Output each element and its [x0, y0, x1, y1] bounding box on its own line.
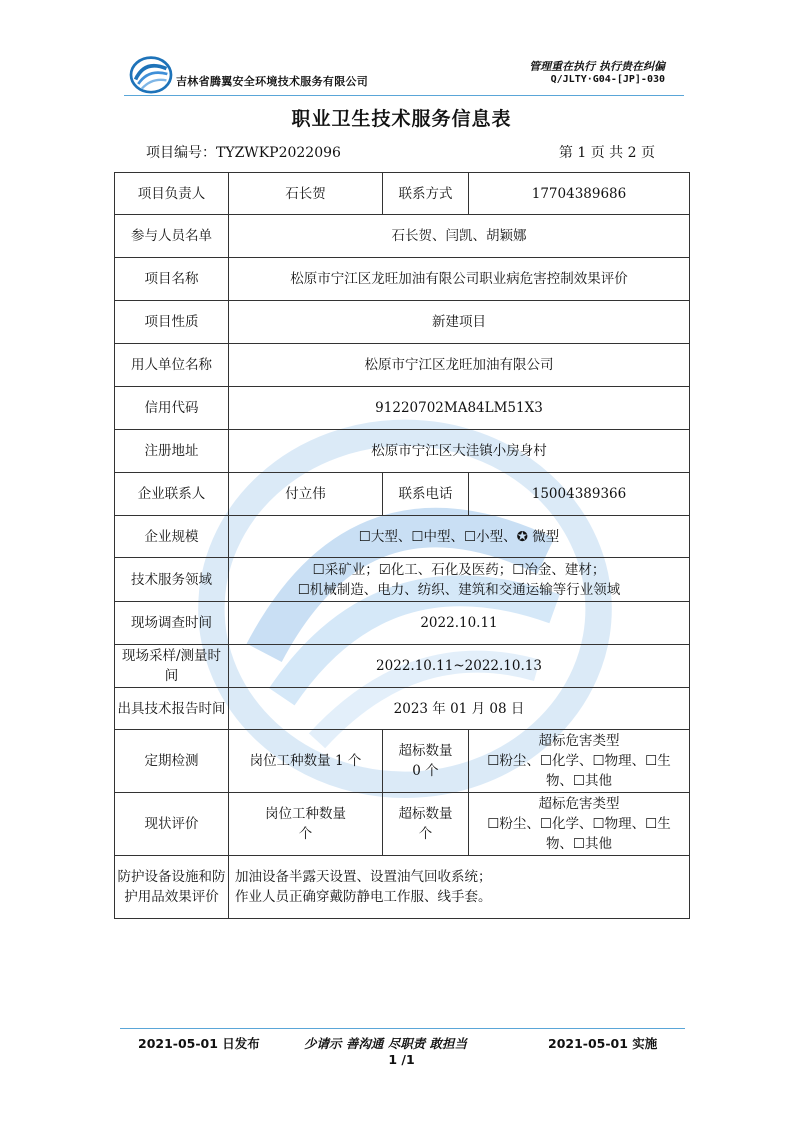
credit-code-value: 91220702MA84LM51X3: [229, 387, 690, 430]
protection-line-1: 加油设备半露天设置、设置油气回收系统；: [235, 869, 492, 885]
members-label: 参与人员名单: [115, 215, 229, 258]
table-row: [115, 387, 690, 430]
leader-value: 石长贺: [229, 173, 383, 215]
protection-line-2: 作业人员正确穿戴防静电工作服、线手套。: [235, 889, 492, 905]
project-name-label: 项目名称: [115, 258, 229, 301]
footer-divider: [120, 1028, 685, 1029]
table-row: [115, 215, 690, 258]
footer-page-number: 1 /1: [388, 1052, 415, 1067]
status-hazard-title: 超标危害类型: [538, 796, 620, 812]
issue-date: 2021-05-01 日发布: [138, 1036, 260, 1051]
table-row: [115, 793, 690, 856]
project-name-value: 松原市宁江区龙旺加油有限公司职业病危害控制效果评价: [229, 258, 690, 301]
header-slogan: 管理重在执行 执行贵在纠偏: [529, 60, 665, 73]
corp-contact-value: 付立伟: [229, 473, 383, 516]
table-row: [115, 730, 690, 793]
protection-eval-label: 防护设备设施和防护用品效果评价: [115, 856, 229, 919]
company-name: 吉林省腾翼安全环境技术服务有限公司: [176, 75, 369, 88]
table-row: [115, 602, 690, 645]
status-posts-label: 岗位工种数量: [265, 806, 346, 822]
contact-label: 联系方式: [383, 173, 469, 215]
report-time-label: 出具技术报告时间: [115, 688, 229, 730]
header-divider: [124, 95, 684, 96]
status-exceed-value: 个: [418, 826, 433, 842]
periodic-test-label: 定期检测: [115, 730, 229, 793]
survey-time-label: 现场调查时间: [115, 602, 229, 645]
status-exceed-label: 超标数量: [398, 806, 453, 822]
phone-label: 联系电话: [383, 473, 469, 516]
project-nature-label: 项目性质: [115, 301, 229, 344]
page-info: 第 1 页 共 2 页: [558, 145, 655, 161]
table-row: [115, 173, 690, 215]
status-hazard: [469, 793, 690, 856]
status-hazard-line-1: ☐粉尘、☐化学、☐物理、☐生: [487, 816, 671, 832]
employer-value: 松原市宁江区龙旺加油有限公司: [229, 344, 690, 387]
address-value: 松原市宁江区大洼镇小房身村: [229, 430, 690, 473]
table-row: [115, 645, 690, 688]
page-title: 职业卫生技术服务信息表: [291, 108, 512, 130]
periodic-exceed-value: 0 个: [412, 763, 439, 779]
table-row: [115, 430, 690, 473]
periodic-exceed-label: 超标数量: [398, 743, 453, 759]
service-domain-label: 技术服务领域: [115, 558, 229, 602]
table-row: [115, 258, 690, 301]
status-posts-unit: 个: [298, 826, 313, 842]
table-row: [115, 473, 690, 516]
project-number: 项目编号：TYZWKP2022096: [146, 145, 341, 161]
footer-motto: 少请示 善沟通 尽职责 敢担当: [304, 1036, 468, 1051]
document-code: Q/JLTY·G04-[JP]-030: [550, 74, 665, 85]
survey-time-value: 2022.10.11: [229, 602, 690, 645]
corp-contact-label: 企业联系人: [115, 473, 229, 516]
periodic-hazard-line-1: ☐粉尘、☐化学、☐物理、☐生: [487, 753, 671, 769]
table-row: [115, 856, 690, 919]
effective-date: 2021-05-01 实施: [548, 1036, 658, 1051]
info-table: [114, 172, 690, 919]
protection-eval-value: [229, 856, 690, 919]
scale-value: ☐大型、☐中型、☐小型、✪ 微型: [229, 516, 690, 558]
employer-label: 用人单位名称: [115, 344, 229, 387]
members-value: 石长贺、闫凯、胡颖娜: [229, 215, 690, 258]
service-domain-value: [229, 558, 690, 602]
periodic-hazard-line-2: 物、☐其他: [545, 773, 613, 789]
leader-label: 项目负责人: [115, 173, 229, 215]
periodic-hazard-title: 超标危害类型: [538, 733, 620, 749]
report-time-value: 2023 年 01 月 08 日: [229, 688, 690, 730]
status-eval-label: 现状评价: [115, 793, 229, 856]
table-row: [115, 301, 690, 344]
table-row: [115, 344, 690, 387]
status-exceed: [383, 793, 469, 856]
table-row: [115, 558, 690, 602]
scale-label: 企业规模: [115, 516, 229, 558]
periodic-posts: 岗位工种数量 1 个: [229, 730, 383, 793]
sampling-time-value: 2022.10.11~2022.10.13: [229, 645, 690, 688]
credit-code-label: 信用代码: [115, 387, 229, 430]
periodic-hazard: [469, 730, 690, 793]
sampling-time-label: 现场采样/测量时间: [115, 645, 229, 688]
periodic-exceed: [383, 730, 469, 793]
service-domain-line-1: ☐采矿业；☑化工、石化及医药；☐冶金、建材；: [312, 561, 606, 578]
service-domain-line-2: ☐机械制造、电力、纺织、建筑和交通运输等行业领域: [297, 581, 621, 598]
address-label: 注册地址: [115, 430, 229, 473]
company-logo-icon: [128, 54, 174, 94]
phone-value: 15004389366: [469, 473, 690, 516]
contact-value: 17704389686: [469, 173, 690, 215]
status-posts: [229, 793, 383, 856]
table-row: [115, 516, 690, 558]
status-hazard-line-2: 物、☐其他: [545, 836, 613, 852]
table-row: [115, 688, 690, 730]
project-nature-value: 新建项目: [229, 301, 690, 344]
